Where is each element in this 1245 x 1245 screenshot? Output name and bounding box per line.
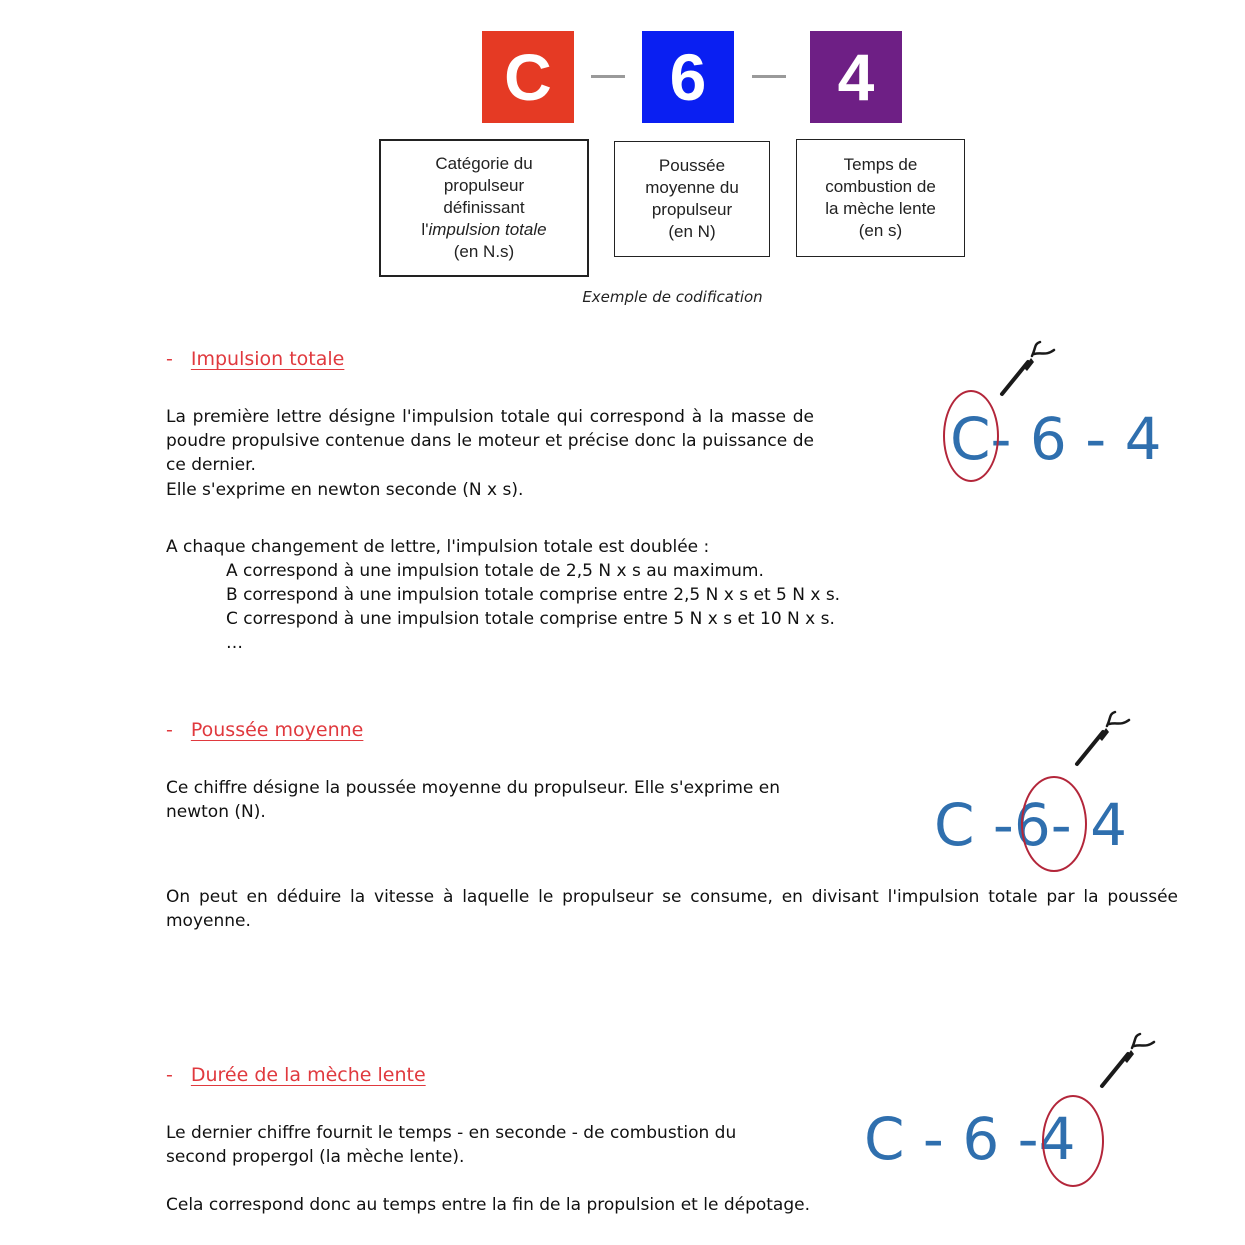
separator-dash xyxy=(752,75,786,78)
thrust-digit-box: 6 xyxy=(642,31,734,123)
impulsion-paragraph: La première lettre désigne l'impulsion totale qui correspond à la masse de poudre propulsive contenue dans le moteur et précise donc la puissance de ce dernier. xyxy=(166,407,814,475)
desc-line: la mèche lente xyxy=(825,199,936,218)
desc-line: (en N) xyxy=(668,222,716,241)
code-sep: - xyxy=(990,405,1030,473)
thrust-description-box xyxy=(614,141,770,257)
section-heading-impulsion xyxy=(166,348,344,370)
code-sep: - xyxy=(904,1105,963,1173)
code-char: C xyxy=(934,791,975,859)
list-item: A correspond à une impulsion totale de 2,5 N x s au maximum. xyxy=(226,561,764,581)
heading-bullet: - xyxy=(166,719,173,741)
desc-line: (en N.s) xyxy=(453,242,515,261)
code-char: 4 xyxy=(1090,791,1128,859)
fuse-icon xyxy=(1073,708,1135,768)
impulsion-unit-paragraph: Elle s'exprime en newton seconde (N x s). xyxy=(166,480,524,500)
desc-line: combustion de xyxy=(825,177,936,196)
list-item: … xyxy=(226,633,243,653)
list-item: C correspond à une impulsion totale comprise entre 5 N x s et 10 N x s. xyxy=(226,609,835,629)
section-heading-poussee xyxy=(166,719,363,741)
heading-text: Impulsion totale xyxy=(190,348,345,370)
code-sep: - xyxy=(1050,791,1091,859)
impulsion-letter-list xyxy=(166,559,966,655)
heading-bullet: - xyxy=(166,1064,173,1086)
code-sep: - xyxy=(1066,405,1125,473)
desc-line: Poussée xyxy=(658,156,726,175)
list-item: B correspond à une impulsion totale comprise entre 2,5 N x s et 5 N x s. xyxy=(226,585,841,605)
fuse-icon xyxy=(1098,1030,1160,1090)
desc-line: Catégorie du xyxy=(435,154,533,173)
code-char: C xyxy=(950,405,991,473)
code-char: 6 xyxy=(1029,405,1067,473)
desc-line: définissant xyxy=(443,198,525,217)
code-char: 6 xyxy=(962,1105,1000,1173)
code-char: 6 xyxy=(1013,791,1051,859)
code-char: 4 xyxy=(1038,1105,1076,1173)
delay-description-box xyxy=(796,139,965,257)
heading-text: Poussée moyenne xyxy=(190,719,364,741)
highlight-ring xyxy=(1021,776,1087,872)
highlight-ring xyxy=(1042,1095,1104,1187)
impulsion-doubling-intro: A chaque changement de lettre, l'impulsion totale est doublée : xyxy=(166,537,710,557)
code-sep: - xyxy=(999,1105,1039,1173)
duree-conclusion-paragraph: Cela correspond donc au temps entre la fin de la propulsion et le dépotage. xyxy=(166,1195,811,1215)
section-heading-duree xyxy=(166,1064,426,1086)
category-letter-box: C xyxy=(482,31,574,123)
code-char: C xyxy=(864,1105,905,1173)
heading-text: Durée de la mèche lente xyxy=(190,1064,426,1086)
code-sep: - xyxy=(974,791,1014,859)
desc-line: l' xyxy=(421,220,429,239)
fuse-icon xyxy=(998,338,1060,398)
delay-digit-box: 4 xyxy=(810,31,902,123)
desc-line: propulseur xyxy=(651,200,733,219)
category-description-box xyxy=(379,139,589,277)
heading-bullet: - xyxy=(166,348,173,370)
highlight-ring xyxy=(943,390,999,482)
desc-line: moyenne du xyxy=(645,178,739,197)
desc-line: (en s) xyxy=(858,221,903,240)
poussee-deduction-paragraph: On peut en déduire la vitesse à laquelle le propulseur se consume, en divisant l'impulsion totale par la poussée moyenne. xyxy=(166,887,1178,931)
desc-line: Temps de xyxy=(843,155,918,174)
code-char: 4 xyxy=(1124,405,1162,473)
desc-line-italic: impulsion totale xyxy=(428,220,547,239)
poussee-paragraph: Ce chiffre désigne la poussée moyenne du propulseur. Elle s'exprime en newton (N). xyxy=(166,778,780,822)
desc-line: propulseur xyxy=(443,176,525,195)
figure-caption: Exemple de codification xyxy=(582,288,763,306)
duree-paragraph: Le dernier chiffre fournit le temps - en seconde - de combustion du second propergol (la mèche lente). xyxy=(166,1123,737,1167)
separator-dash xyxy=(591,75,625,78)
